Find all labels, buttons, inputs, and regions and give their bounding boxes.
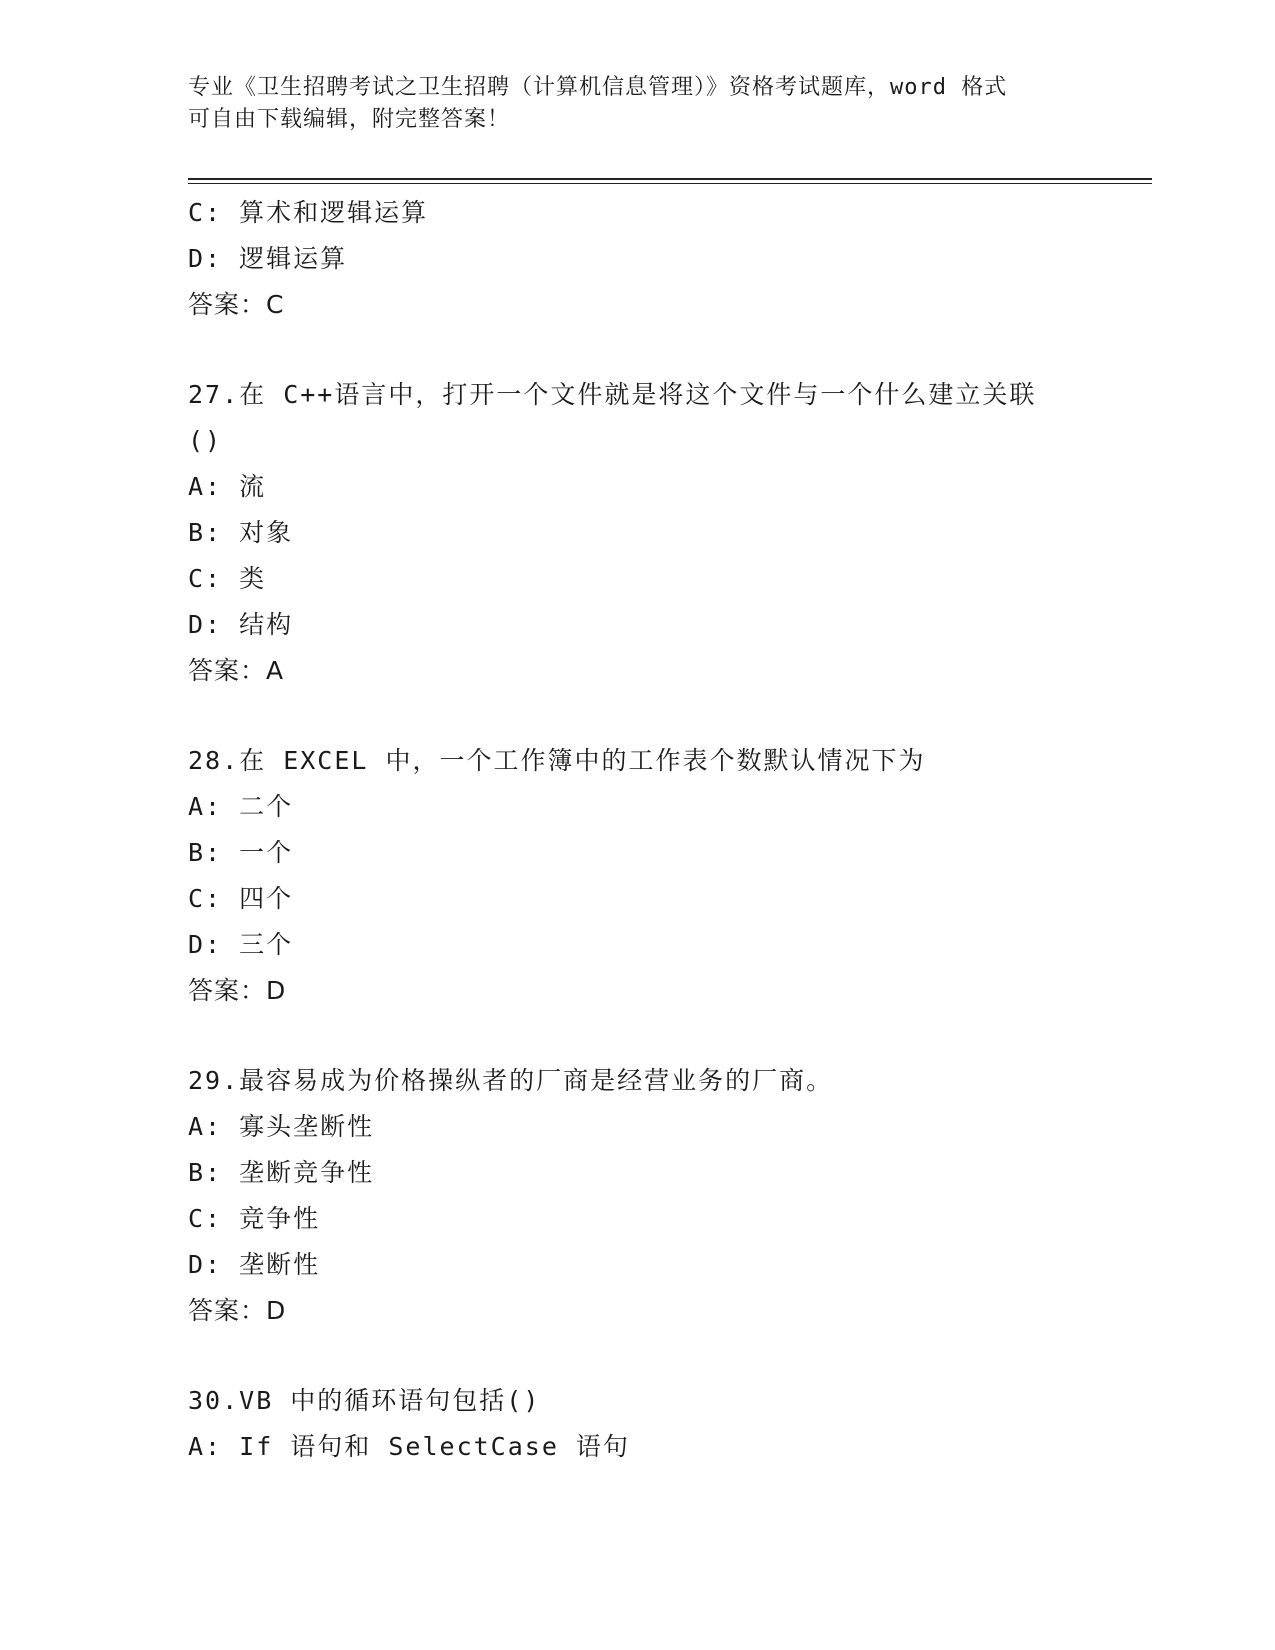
question-block-26	[188, 190, 1088, 328]
option-b: B: 垄断竞争性	[188, 1158, 375, 1187]
spacer	[188, 1014, 1088, 1058]
answer-line: 答案：C	[188, 290, 285, 319]
option-c: C: 算术和逻辑运算	[188, 198, 429, 227]
question-block-27	[188, 372, 1088, 694]
option-c: C: 竞争性	[188, 1204, 321, 1233]
question-stem: 29.最容易成为价格操纵者的厂商是经营业务的厂商。	[188, 1066, 834, 1095]
spacer	[188, 694, 1088, 738]
question-stem: 28.在 EXCEL 中，一个工作簿中的工作表个数默认情况下为	[188, 746, 926, 775]
question-block-28	[188, 738, 1088, 1014]
question-stem: 30.VB 中的循环语句包括()	[188, 1386, 541, 1415]
option-b: B: 一个	[188, 838, 294, 867]
header-divider-thick	[188, 178, 1152, 180]
option-d: D: 逻辑运算	[188, 244, 348, 273]
header-line-1: 专业《卫生招聘考试之卫生招聘（计算机信息管理）》资格考试题库，word 格式	[188, 75, 1008, 100]
spacer	[188, 1334, 1088, 1378]
spacer	[188, 328, 1088, 372]
option-d: D: 垄断性	[188, 1250, 321, 1279]
document-header	[188, 72, 1068, 136]
option-c: C: 四个	[188, 884, 294, 913]
option-a: A: 流	[188, 472, 267, 501]
answer-line: 答案：A	[188, 656, 285, 685]
option-c: C: 类	[188, 564, 267, 593]
question-block-29	[188, 1058, 1088, 1334]
option-d: D: 结构	[188, 610, 294, 639]
header-line-2: 可自由下载编辑，附完整答案！	[188, 107, 511, 132]
answer-line: 答案：D	[188, 976, 287, 1005]
option-a: A: 二个	[188, 792, 294, 821]
question-stem-continued: ()	[188, 426, 223, 455]
option-d: D: 三个	[188, 930, 294, 959]
header-divider-thin	[188, 183, 1152, 184]
option-b: B: 对象	[188, 518, 294, 547]
option-a: A: If 语句和 SelectCase 语句	[188, 1432, 630, 1461]
question-stem: 27.在 C++语言中，打开一个文件就是将这个文件与一个什么建立关联	[188, 380, 1037, 409]
document-body	[188, 190, 1088, 1470]
option-a: A: 寡头垄断性	[188, 1112, 375, 1141]
question-block-30	[188, 1378, 1088, 1470]
answer-line: 答案：D	[188, 1296, 287, 1325]
